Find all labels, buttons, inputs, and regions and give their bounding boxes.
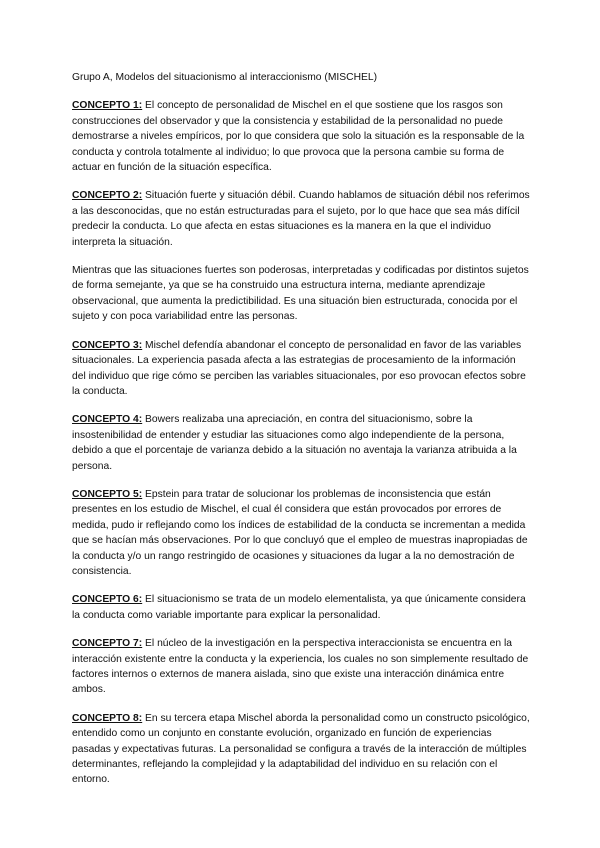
document-body: [72, 70, 532, 801]
paragraph-concepto-2-continued: [72, 263, 532, 325]
paragraph-concepto-4: [72, 412, 532, 474]
paragraph-text: Situación fuerte y situación débil. Cuando hablamos de situación débil nos referimos a las desconocidas, que no están estructuradas para el sujeto, por lo que hace que sea más difícil predecir la conducta. Lo que afecta en estas situaciones es la manera en la que el individuo interpreta la situación.: [72, 190, 530, 248]
concept-label: CONCEPTO 1:: [72, 100, 143, 112]
paragraph-text: Bowers realizaba una apreciación, en contra del situacionismo, sobre la insostenibilidad de entender y estudiar las situaciones como algo independiente de la persona, debido a que el porcentaje de varianza debido a la situación no aventaja la varianza atribuida a la persona.: [72, 414, 517, 472]
paragraph-text: Mientras que las situaciones fuertes son poderosas, interpretadas y codificadas por distintos sujetos de forma semejante, ya que se ha construido una estructura interna, mediante aprendizaje observacional, que aumenta la predictibilidad. Es una situación bien estructurada, conocida por el sujeto y con poca variabilidad entre las personas.: [72, 265, 529, 323]
paragraph-text: El concepto de personalidad de Mischel en el que sostiene que los rasgos son construcciones del observador y que la consistencia y estabilidad de la personalidad no puede demostrarse a niveles empíricos, por lo que considera que solo la situación es la responsable de la conducta y controla totalmente al individuo; lo que provoca que la persona cambie su forma de actuar en función de la situación específica.: [72, 100, 525, 174]
paragraph-text: El situacionismo se trata de un modelo elementalista, ya que únicamente considera la conducta como variable importante para explicar la personalidad.: [72, 594, 526, 621]
concept-label: CONCEPTO 8:: [72, 712, 143, 724]
concept-label: CONCEPTO 4:: [72, 414, 143, 426]
paragraph-concepto-5: [72, 487, 532, 579]
document-title: Grupo A, Modelos del situacionismo al interaccionismo (MISCHEL): [72, 72, 378, 83]
paragraph-text: En su tercera etapa Mischel aborda la personalidad como un constructo psicológico, entendido como un conjunto en constante evolución, organizado en función de experiencias pasadas y expectativas futuras. La personalidad se configura a través de la interacción de múltiples determinantes, reflejando la complejidad y la adaptabilidad del individuo en su relación con el entorno.: [72, 712, 530, 786]
paragraph-concepto-6: [72, 592, 532, 623]
paragraph-concepto-2: [72, 188, 532, 250]
paragraph-text: Mischel defendía abandonar el concepto de personalidad en favor de las variables situacionales. La experiencia pasada afecta a las estrategias de procesamiento de la información del individuo que rige cómo se perciben las variables situacionales, por eso provocan efectos sobre la conducta.: [72, 339, 526, 397]
concept-label: CONCEPTO 5:: [72, 488, 143, 500]
paragraph-concepto-3: [72, 338, 532, 400]
concept-label: CONCEPTO 2:: [72, 190, 143, 202]
concept-label: CONCEPTO 6:: [72, 594, 143, 606]
paragraph-text: Epstein para tratar de solucionar los problemas de inconsistencia que están presentes en los estudio de Mischel, el cual él considera que están provocados por errores de medida, pudo ir reflejando como los índices de estabilidad de la conducta se incrementan a medida que se hacían más observaciones. Por lo que concluyó que el empleo de muestras inapropiadas de la conducta y/o un rango restringido de ocasiones y situaciones da lugar a la no demostración de consistencia.: [72, 488, 528, 577]
concept-label: CONCEPTO 3:: [72, 339, 143, 351]
paragraph-concepto-1: [72, 98, 532, 175]
paragraph-text: El núcleo de la investigación en la perspectiva interaccionista se encuentra en la interacción existente entre la conducta y la experiencia, los cuales no son simplemente resultado de factores internos o externos de manera aislada, sino que existe una interacción dinámica entre ambos.: [72, 638, 529, 696]
concept-label: CONCEPTO 7:: [72, 638, 143, 650]
paragraph-concepto-7: [72, 636, 532, 698]
paragraph-concepto-8: [72, 711, 532, 788]
